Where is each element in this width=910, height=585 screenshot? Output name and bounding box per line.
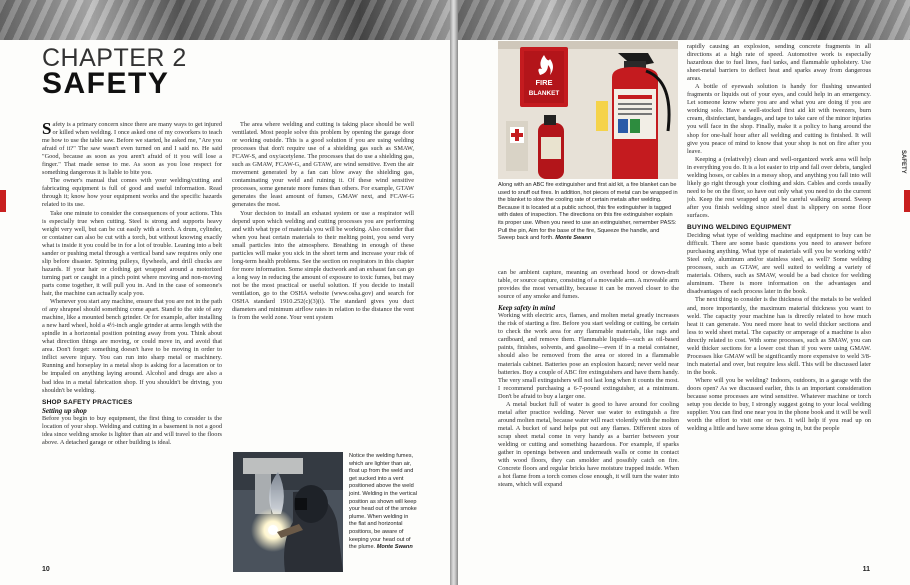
photo-credit: Monte Swann xyxy=(376,544,413,551)
chapter-title: SAFETY xyxy=(42,67,170,100)
welding-photo-caption: Notice the welding fumes, which are lighter than air, float up from the weld and get sucked into a vent positioned above the weld joint. Welding in the vertical position as shown will keep your head out of the smoke plume. When welding in the flat and horizontal positions, be aware of keeping your head out of the plume. Monte Swann xyxy=(349,453,417,551)
right-page xyxy=(458,0,910,585)
section-heading: SHOP SAFETY PRACTICES xyxy=(42,398,133,406)
body-paragraph: Deciding what type of welding machine and equipment to buy can be difficult. There are some basic questions you need to answer before purchasing anything. What type of materials will you be working with? Steel only, aluminum and/or stainless steel, as well? Some welding processes, such as GTAW, are well suited to welding a variety of materials. Others, such as SMAW, would be a bad choice for welding aluminum. There is more information on the advantages and disadvantages of each process later in the book. xyxy=(687,232,871,296)
header-photo-strip xyxy=(458,0,910,40)
body-paragraph: The area where welding and cutting is taking place should be well ventilated. Most people solve this problem by opening the garage door or working outside. This is a good solution if you are using welding processes that don't require use of a shielding gas such as SMAW, FCAW-S, and oxy/acetylene. The processes that do use a shielding gas, such as GMAW, FCAW-G, and GTAW, are wind sensitive. Even the air movement generated by a fan can blow away the shielding gas, contaminating your weld and ruining it. Of these wind sensitive processes, some generate more fumes than others. For example, GTAW generates the least amount of fumes, GMAW next, and FCAW-G generates the most. xyxy=(232,121,414,209)
right-col-1 xyxy=(498,269,679,564)
page-number-left: 10 xyxy=(42,566,50,573)
subheading: Keep safety in mind xyxy=(498,304,555,313)
left-col-2 xyxy=(232,121,414,453)
body-paragraph: can be ambient capture, meaning an overhead hood or down-draft table, or source capture, consisting of a moveable arm. A moveable arm provides the most versatility, because it can be moved closer to the source of any smoke and fumes. xyxy=(498,269,679,301)
body-paragraph: Take one minute to consider the consequences of your actions. This is especially true when cutting. Steel is strong and supports heavy weight very well, but can be cut easily with a torch. A drum, cylinder, or container can also be cut with a torch, but without knowing exactly what is inside it you could be in for a lot of trouble. Leaning into a belt sander or pushing metal through a vertical band saw requires only one slip before disaster. Spinning pulleys, flywheels, and drill chucks are hazards. If your hair or clothing get wrapped around a motorized turning part or caught in a pinch point where moving and non-moving parts come together, it will pull you in. And in the case of someone's hair, the machine can actually scalp you. xyxy=(42,209,222,297)
body-paragraph: Before you begin to buy equipment, the first thing to consider is the location of your shop. Welding and cutting in a basement is not a good idea since welding smoke is lighter than air and will travel to the floors above. A detached garage or other building is ideal. xyxy=(42,414,222,446)
page-number-right: 11 xyxy=(862,566,870,573)
body-paragraph: The owner's manual that comes with your welding/cutting and fabricating equipment is full of good and useful information. Read through it; know how your equipment works and the specific hazards related to its use. xyxy=(42,177,222,209)
right-red-tab xyxy=(904,190,910,212)
body-paragraph: Where will you be welding? Indoors, outdoors, in a garage with the doors open? As we discussed earlier, this is an important consideration because some processes are wind sensitive. Whatever machine or torch setup you decide to buy, I strongly suggest going to your local welding supplier. You can find one near you in the phone book and it will be well worth the effort to visit one or two. It will help if you read up on welding a little and have some ideas going in, but the people xyxy=(687,376,871,433)
left-red-tab xyxy=(0,190,6,212)
body-paragraph: Keeping a (relatively) clean and well-organized work area will help in everything you do. It is a lot easier to trip and fall over debris, tangled welding hoses, or cables in a messy shop, and anything you fall into will likely go right through your clothing and skin. Cables and cords usually need to be on the floor, so have out only what you need to do the current job. Keep the rest wrapped up and be careful walking around. Sweep after you finish welding since steel dust is slippery on some floor surfaces. xyxy=(687,155,871,219)
right-col-2 xyxy=(687,43,871,564)
body-paragraph: Whenever you start any machine, ensure that you are not in the path of any shrapnel should something come apart. Stand to the side of any machine, like a mounted bench grinder. Or for example, after installing a new hard wheel, hold a 4½-inch angle grinder at arms length with the spindle in a horizontal position pointing away from you. Think about what direction things are moving, or could move in, and avoid that area. Don't forget: something doesn't have to be moving in order to inflict severe injury. You can run into sharp metal or machinery. Running and horseplay in a metal shop is asking for a laceration or to be impaled on anything laying around. Alcohol and drugs are also a bad idea in a metal fabrication shop. If you shouldn't be driving, you shouldn't be welding. xyxy=(42,298,222,394)
chapter-label: CHAPTER 2 xyxy=(42,44,187,72)
header-photo-strip xyxy=(0,0,450,40)
side-tab-label: SAFETY xyxy=(900,150,906,174)
body-paragraph: Your decision to install an exhaust system or use a respirator will depend upon which welding and cutting processes you are performing and with what type of materials you will be working. Also consider that when you heat certain materials to their melting point, you send very small particles into the atmosphere. Breathing in enough of these particles will make you sick in the short term and increase your risk of long-term health problems. See the section on respirators in this chapter for more information. Some simple ductwork and an exhaust fan can go a long way in reducing the amount of exposure to toxic fumes, but may not be the most practical or useful solution. If you decide to install ventilation, go to the OSHA website (www.osha.gov) and search for OSHA standard 1910.252(c)(3)(i). The standard gives you duct diameters and minimum airflow rates in relation to the distance the vent is from the weld zone. Your vent system xyxy=(232,209,414,322)
welding-photo xyxy=(233,452,343,572)
body-paragraph: A bottle of eyewash solution is handy for flushing unwanted fragments or liquids out of your eyes, and could help in an emergency. Let someone know where you are and what you are doing if you are working solo. Have a well-stocked first aid kit with tweezers, burn cream, disinfectant, bandages, and tape to take care of the minor injuries you will face in the shop. Finally, make it a policy to hang around the shop for one-half hour after all welding and cutting is finished. It will give you peace of mind to know that your shop is not on fire after you leave. xyxy=(687,83,871,155)
book-gutter xyxy=(450,0,458,585)
svg-text:BLANKET: BLANKET xyxy=(528,90,560,97)
body-paragraph: A metal bucket full of water is good to have around for cooling metal after practice welding. Never use water to extinguish a fire around molten metal, because water will react violently with the molten metal. A bucket of sand helps put out any flames. Different sizes of scrap sheet metal come in very handy as a barrier between your welding or cutting and something hazardous. For example, if sparks gather in openings between and underneath walls or come in contact with wood floors, they can smolder and possibly catch on fire. Concrete floors and regular bricks have moisture trapped inside. When a hot flame from a torch comes close enough, it will turn the water into steam, which will expand xyxy=(498,400,679,489)
left-page xyxy=(0,0,450,585)
fire-sign-text: FIRE xyxy=(535,78,553,87)
subheading: Setting up shop xyxy=(42,406,87,415)
fire-photo-caption: Along with an ABC fire extinguisher and first aid kit, a fire blanket can be used to snuff out fires. In addition, hot pieces of metal can be wrapped in the blanket to slow the cooling rate of certain metals after welding. Because it is located at a public school, this fire extinguisher is tagged with dates of inspection. The directions on this fire extinguisher explain its proper use. When you need to use an extinguisher, remember PASS: Pull the pin, Aim for the base of the fire, Squeeze the handle, and Sweep back and forth. Monte Swann xyxy=(498,182,678,242)
body-paragraph: rapidly causing an explosion, sending concrete fragments in all directions at a high rate of speed. Automotive work is especially hazardous due to fuel lines, fuel tanks, and flammable upholstery. Use sheet-metal barriers to deflect heat and sparks away from dangerous areas. xyxy=(687,43,871,83)
left-col-1 xyxy=(42,121,222,564)
photo-credit: Monte Swann xyxy=(555,235,592,242)
body-paragraph: Working with electric arcs, flames, and molten metal greatly increases the risk of starting a fire. Before you start welding or cutting, be certain to check the work area for any flammable materials, like rags and cardboard, and remove them. Flammable liquids—such as oil-based paints, finishes, solvents, and gasoline—even if in a metal container, should also be removed from the area or stored in a flammable materials cabinet. Batteries pose an explosion hazard; never weld near batteries. Buy a couple of ABC fire extinguishers and have them handy. The very small extinguishers will not last long when it counts the most. I recommend purchasing a 6-7-pound extinguisher, at a minimum. Don't be afraid to buy a larger one. xyxy=(498,312,679,400)
section-heading: BUYING WELDING EQUIPMENT xyxy=(687,224,792,232)
fire-safety-photo xyxy=(498,41,678,179)
intro-paragraph: Safety is a primary concern since there are many ways to get injured or killed when welding. I once asked one of my coworkers to teach me how to use the table saw. Before we started, he asked me, "Are you afraid of it?" The saw wasn't even turned on and I said no. He said "Good, because as soon as you aren't afraid of it you will lose a finger." That made sense to me. As soon as you lose respect for something dangerous it is liable to bite you. xyxy=(42,121,222,177)
body-paragraph: The next thing to consider is the thickness of the metals to be welded and, more importantly, the maximum material thickness you want to weld. The capacity your machine has is directly related to how much heat it can generate. You need more heat to weld thicker sections and less to weld sheet metal. The capacity or amperage of a machine is also directly related to cost. With some processes, such as SMAW, you can weld thicker sections for a lower cost than if you were using GMAW. Processes like GMAW will be significantly more expensive to weld 3/8-inch material and over, but require less skill. This will be discussed later in the book. xyxy=(687,296,871,376)
drop-cap: S xyxy=(42,121,52,138)
